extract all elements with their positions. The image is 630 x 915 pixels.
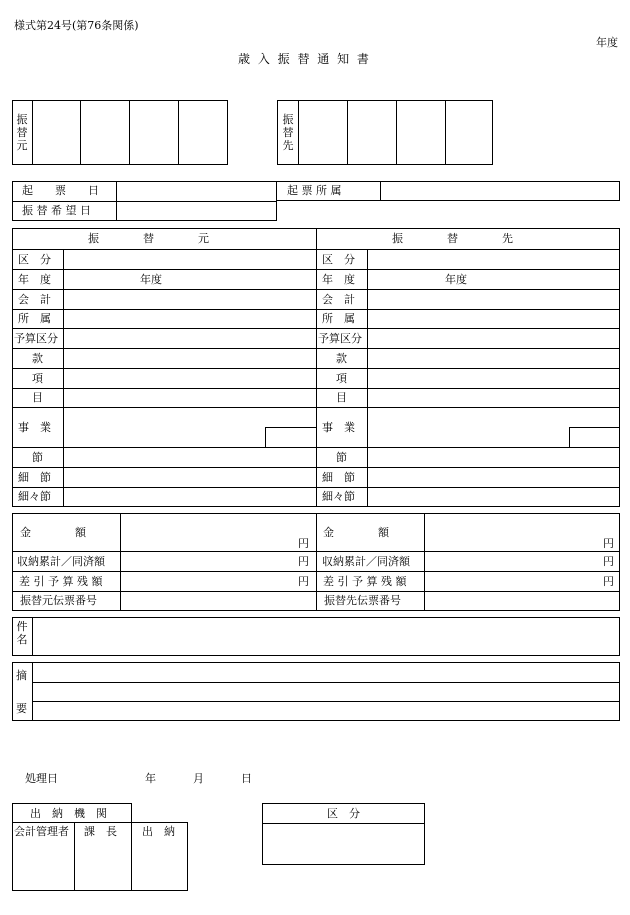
subject-box — [12, 617, 620, 656]
dst-row-account: 会 計 — [322, 293, 355, 306]
dst-row-kan: 款 — [336, 352, 347, 365]
src-year-value: 年度 — [140, 273, 162, 286]
src-remaining-yen: 円 — [298, 575, 309, 588]
source-header: 振 替 元 — [88, 232, 209, 245]
processing-day: 日 — [241, 772, 252, 785]
fiscal-year-label: 年度 — [596, 36, 618, 49]
src-row-year: 年 度 — [18, 273, 51, 286]
dst-collected-label: 収納累計／同済額 — [322, 555, 410, 568]
src-row-kan: 款 — [32, 352, 43, 365]
processing-month: 月 — [193, 772, 204, 785]
src-row-setsu: 節 — [32, 451, 43, 464]
issue-date-label: 起 票 日 — [22, 184, 99, 197]
src-row-saisetsu: 細 節 — [18, 471, 51, 484]
dst-row-saisaisetsu: 細々節 — [322, 490, 355, 503]
src-remaining-label: 差 引 予 算 残 額 — [19, 575, 103, 588]
dst-row-year: 年 度 — [322, 273, 355, 286]
src-row-saisaisetsu: 細々節 — [18, 490, 51, 503]
src-collected-label: 収納累計／同済額 — [17, 555, 105, 568]
issue-dept-label: 起 票 所 属 — [287, 184, 342, 197]
accountant-label: 会計管理者 — [14, 825, 69, 838]
dest-account-box — [277, 100, 493, 165]
src-row-moku: 目 — [32, 391, 43, 404]
dst-row-kou: 項 — [336, 372, 347, 385]
dst-row-setsu: 節 — [336, 451, 347, 464]
src-row-account: 会 計 — [18, 293, 51, 306]
summary-label-top: 摘 — [16, 669, 27, 682]
dst-amount-label: 金 額 — [323, 526, 389, 539]
dst-row-saisetsu: 細 節 — [322, 471, 355, 484]
summary-box — [12, 662, 620, 721]
processing-date-label: 処理日 — [25, 772, 58, 785]
form-number: 様式第24号(第76条関係) — [14, 19, 139, 32]
dst-row-project: 事 業 — [322, 421, 355, 434]
src-collected-yen: 円 — [298, 555, 309, 568]
src-row-dept: 所 属 — [18, 312, 51, 325]
src-row-kou: 項 — [32, 372, 43, 385]
src-amount-yen: 円 — [298, 537, 309, 550]
src-amount-label: 金 額 — [20, 526, 86, 539]
summary-label-bottom: 要 — [16, 702, 27, 715]
src-row-project: 事 業 — [18, 421, 51, 434]
treasury-header: 出 納 機 関 — [30, 807, 107, 820]
src-row-budget-class: 予算区分 — [14, 332, 58, 345]
src-row-category: 区 分 — [18, 253, 51, 266]
category-label: 区 分 — [327, 807, 360, 820]
dst-row-dept: 所 属 — [322, 312, 355, 325]
subject-label: 件 名 — [16, 620, 28, 647]
processing-year: 年 — [145, 772, 156, 785]
dst-row-moku: 目 — [336, 391, 347, 404]
source-account-box — [12, 100, 228, 165]
cashier-label: 出 納 — [142, 825, 175, 838]
dst-amount-yen: 円 — [603, 537, 614, 550]
source-box-label: 振 替 元 — [16, 113, 28, 153]
dst-remaining-yen: 円 — [603, 575, 614, 588]
desired-date-label: 振 替 希 望 日 — [22, 204, 91, 217]
document-title: 歳 入 振 替 通 知 書 — [238, 52, 371, 66]
chief-label: 課 長 — [84, 825, 117, 838]
dst-remaining-label: 差 引 予 算 残 額 — [323, 575, 407, 588]
source-slip-number-label: 振替元伝票番号 — [20, 594, 97, 607]
dest-header: 振 替 先 — [392, 232, 513, 245]
dst-year-value: 年度 — [445, 273, 467, 286]
dst-row-category: 区 分 — [322, 253, 355, 266]
dst-collected-yen: 円 — [603, 555, 614, 568]
dest-box-label: 振 替 先 — [282, 113, 294, 153]
dest-slip-number-label: 振替先伝票番号 — [324, 594, 401, 607]
dst-row-budget-class: 予算区分 — [318, 332, 362, 345]
